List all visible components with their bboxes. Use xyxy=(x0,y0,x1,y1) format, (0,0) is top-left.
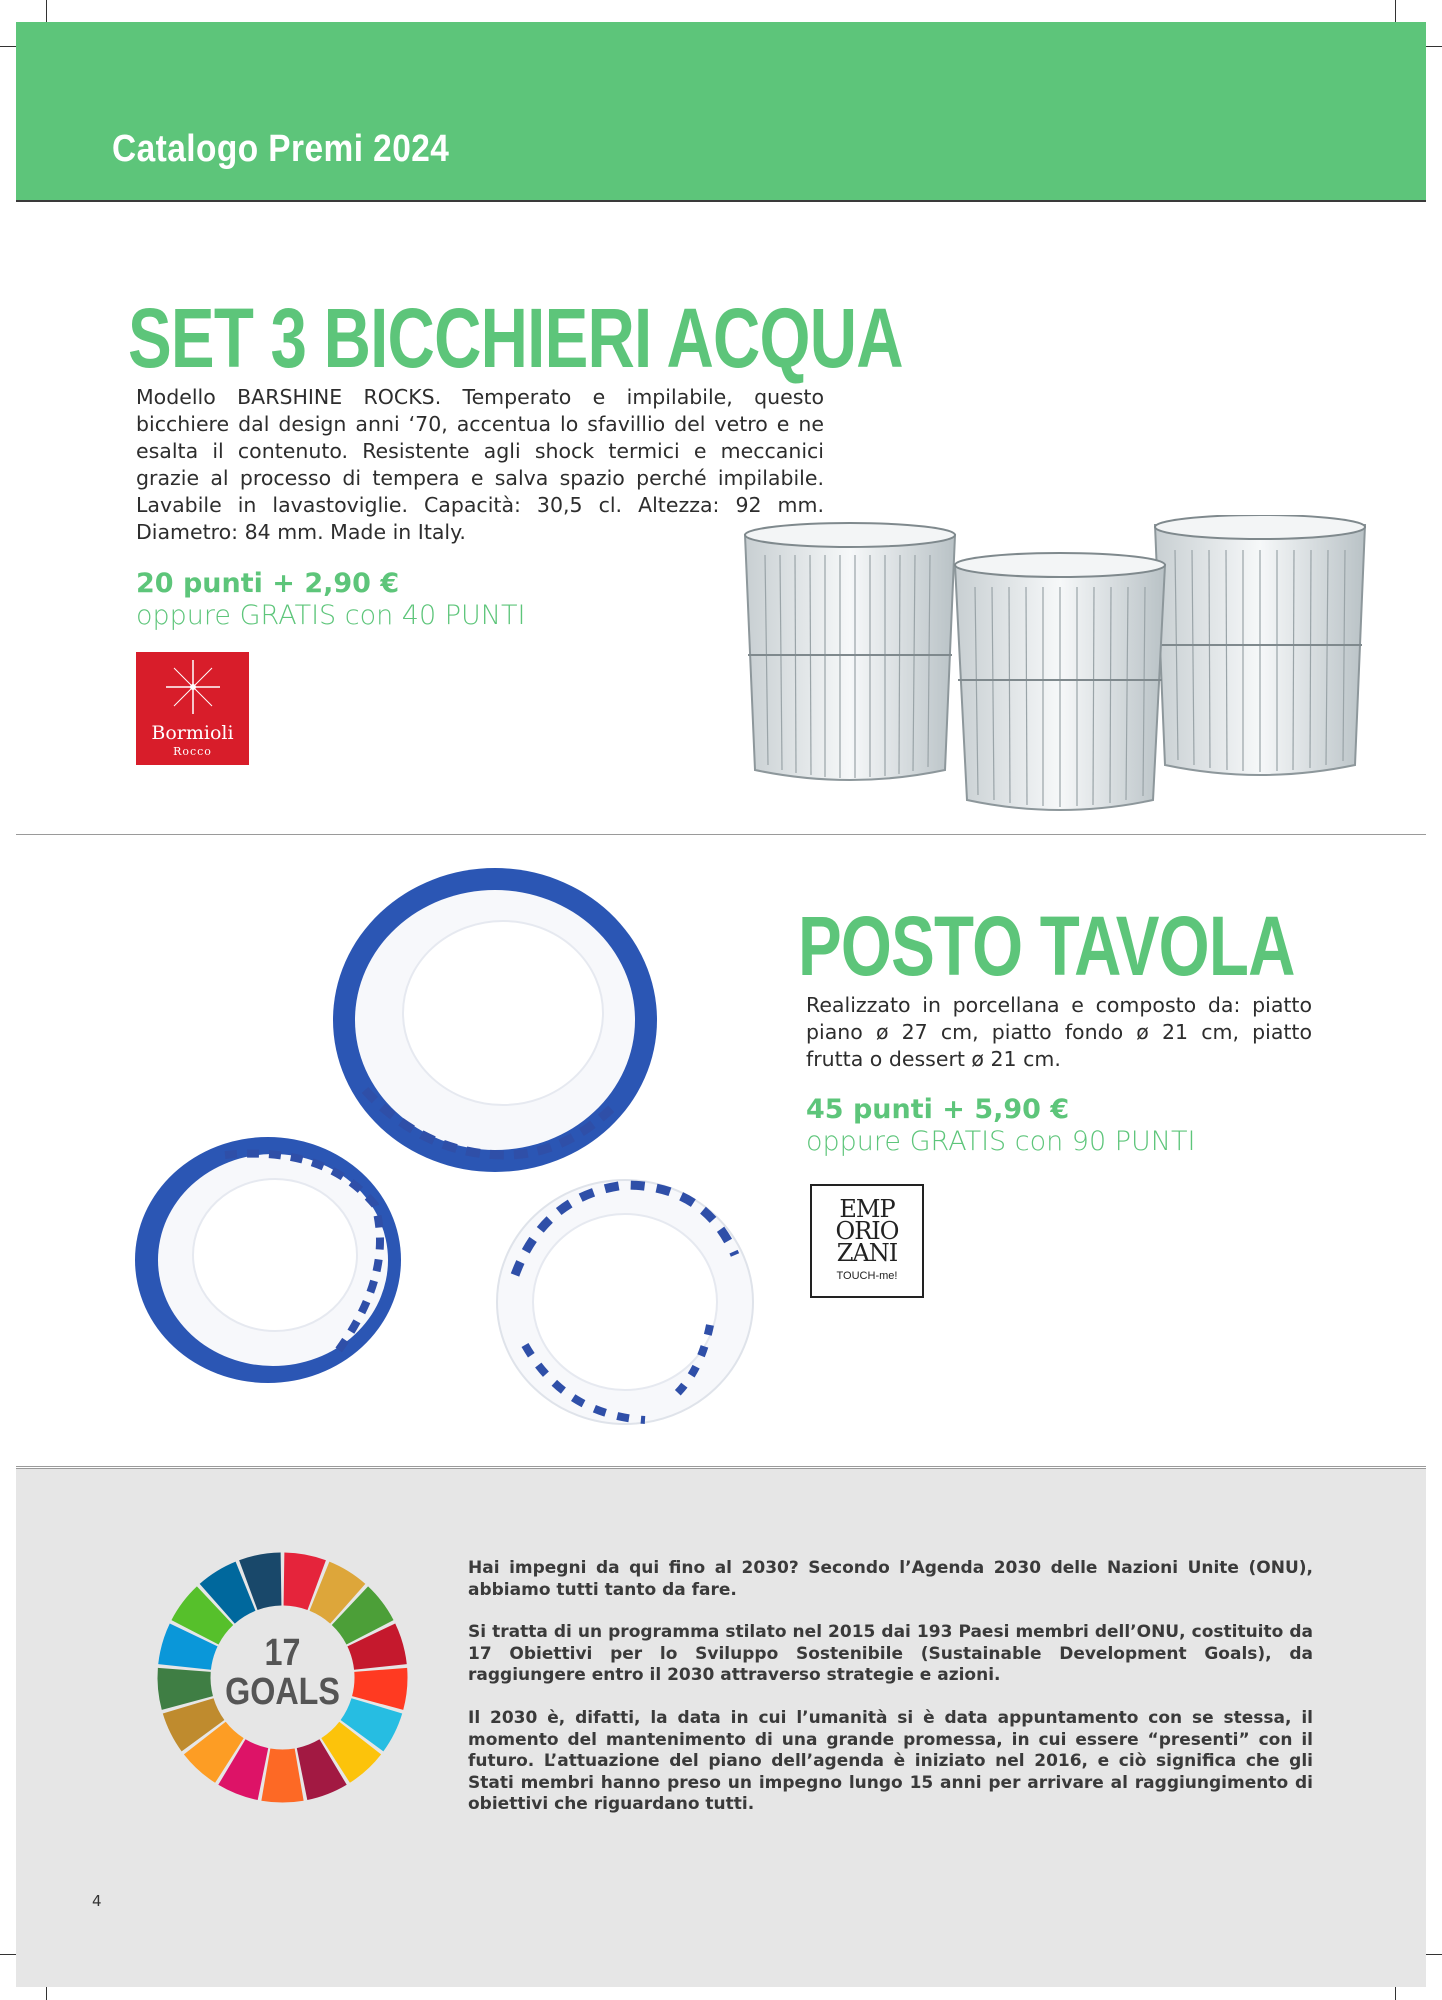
plates-image xyxy=(125,855,765,1435)
page-number: 4 xyxy=(92,1892,102,1910)
brand-sub: Rocco xyxy=(173,745,212,758)
brand-name: Bormioli xyxy=(151,722,234,744)
product-alt-price-plates: oppure GRATIS con 90 PUNTI xyxy=(806,1126,1196,1157)
product-description-plates: Realizzato in porcellana e composto da: piatto piano ø 27 cm, piatto fondo ø 21 cm, piatto frutta o dessert ø 21 cm. xyxy=(806,993,1312,1071)
header-banner xyxy=(16,22,1426,202)
brand-line: ORIO xyxy=(835,1217,899,1245)
section-divider xyxy=(16,1466,1426,1467)
sdg-paragraph: Il 2030 è, difatti, la data in cui l’umanità si è data appuntamento con se stessa, il momento del mantenimento di una grande promessa, in cui essere “presenti” con il futuro. L’attuazione del piano dell’agenda è iniziato nel 2016, e ciò significa che gli Stati membri hanno preso un impegno lungo 15 anni per arrivare al raggiungimento di obiettivi che riguardano tutti. xyxy=(468,1708,1313,1814)
product-title-glasses: SET 3 BICCHIERI ACQUA xyxy=(128,291,903,385)
brand-line: ZANI xyxy=(836,1239,898,1267)
plate-large xyxy=(333,868,657,1172)
section-divider xyxy=(16,834,1426,835)
product-price-plates: 45 punti + 5,90 € xyxy=(806,1094,1070,1125)
sdg-wheel-segment xyxy=(261,1748,303,1802)
sdg-label: GOALS xyxy=(225,1671,340,1713)
page-title: Catalogo Premi 2024 xyxy=(112,128,450,170)
glasses-image xyxy=(740,515,1370,815)
product-price-glasses: 20 punti + 2,90 € xyxy=(136,568,400,599)
glass-left xyxy=(745,523,955,780)
product-description-glasses: Modello BARSHINE ROCKS. Temperato e impilabile, questo bicchiere dal design anni ‘70, accentua lo sfavillio del vetro e ne esalta il contenuto. Resistente agli shock termici e meccanici grazie al processo di tempera e salva spazio perché impilabile. Lavabile in lavastoviglie. Capacità: 30,5 cl. Altezza: 92 mm. Diametro: 84 mm. Made in Italy. xyxy=(136,385,824,544)
product-alt-price-glasses: oppure GRATIS con 40 PUNTI xyxy=(136,600,526,631)
brand-logo-bormioli xyxy=(136,652,249,765)
product-title-plates: POSTO TAVOLA xyxy=(798,899,1295,993)
sdg-paragraph: Si tratta di un programma stilato nel 2015 dai 193 Paesi membri dell’ONU, costituito da 17 Obiettivi per lo Sviluppo Sostenibile (Sustainable Development Goals), da raggiungere entro il 2030 attraverso strategie e azioni. xyxy=(468,1622,1313,1685)
brand-tagline: TOUCH-me! xyxy=(836,1270,898,1282)
sdg-number: 17 xyxy=(264,1632,301,1674)
brand-logo-emporio-zani xyxy=(810,1184,924,1298)
plate-soup xyxy=(135,1137,401,1383)
brand-line: EMP xyxy=(839,1195,895,1223)
glass-center xyxy=(955,553,1165,810)
glass-right xyxy=(1155,515,1365,775)
sdg-paragraph: Hai impegni da qui fino al 2030? Secondo l’Agenda 2030 delle Nazioni Unite (ONU), abbiamo tutti tanto da fare. xyxy=(468,1558,1313,1600)
plate-dessert xyxy=(497,1180,753,1424)
